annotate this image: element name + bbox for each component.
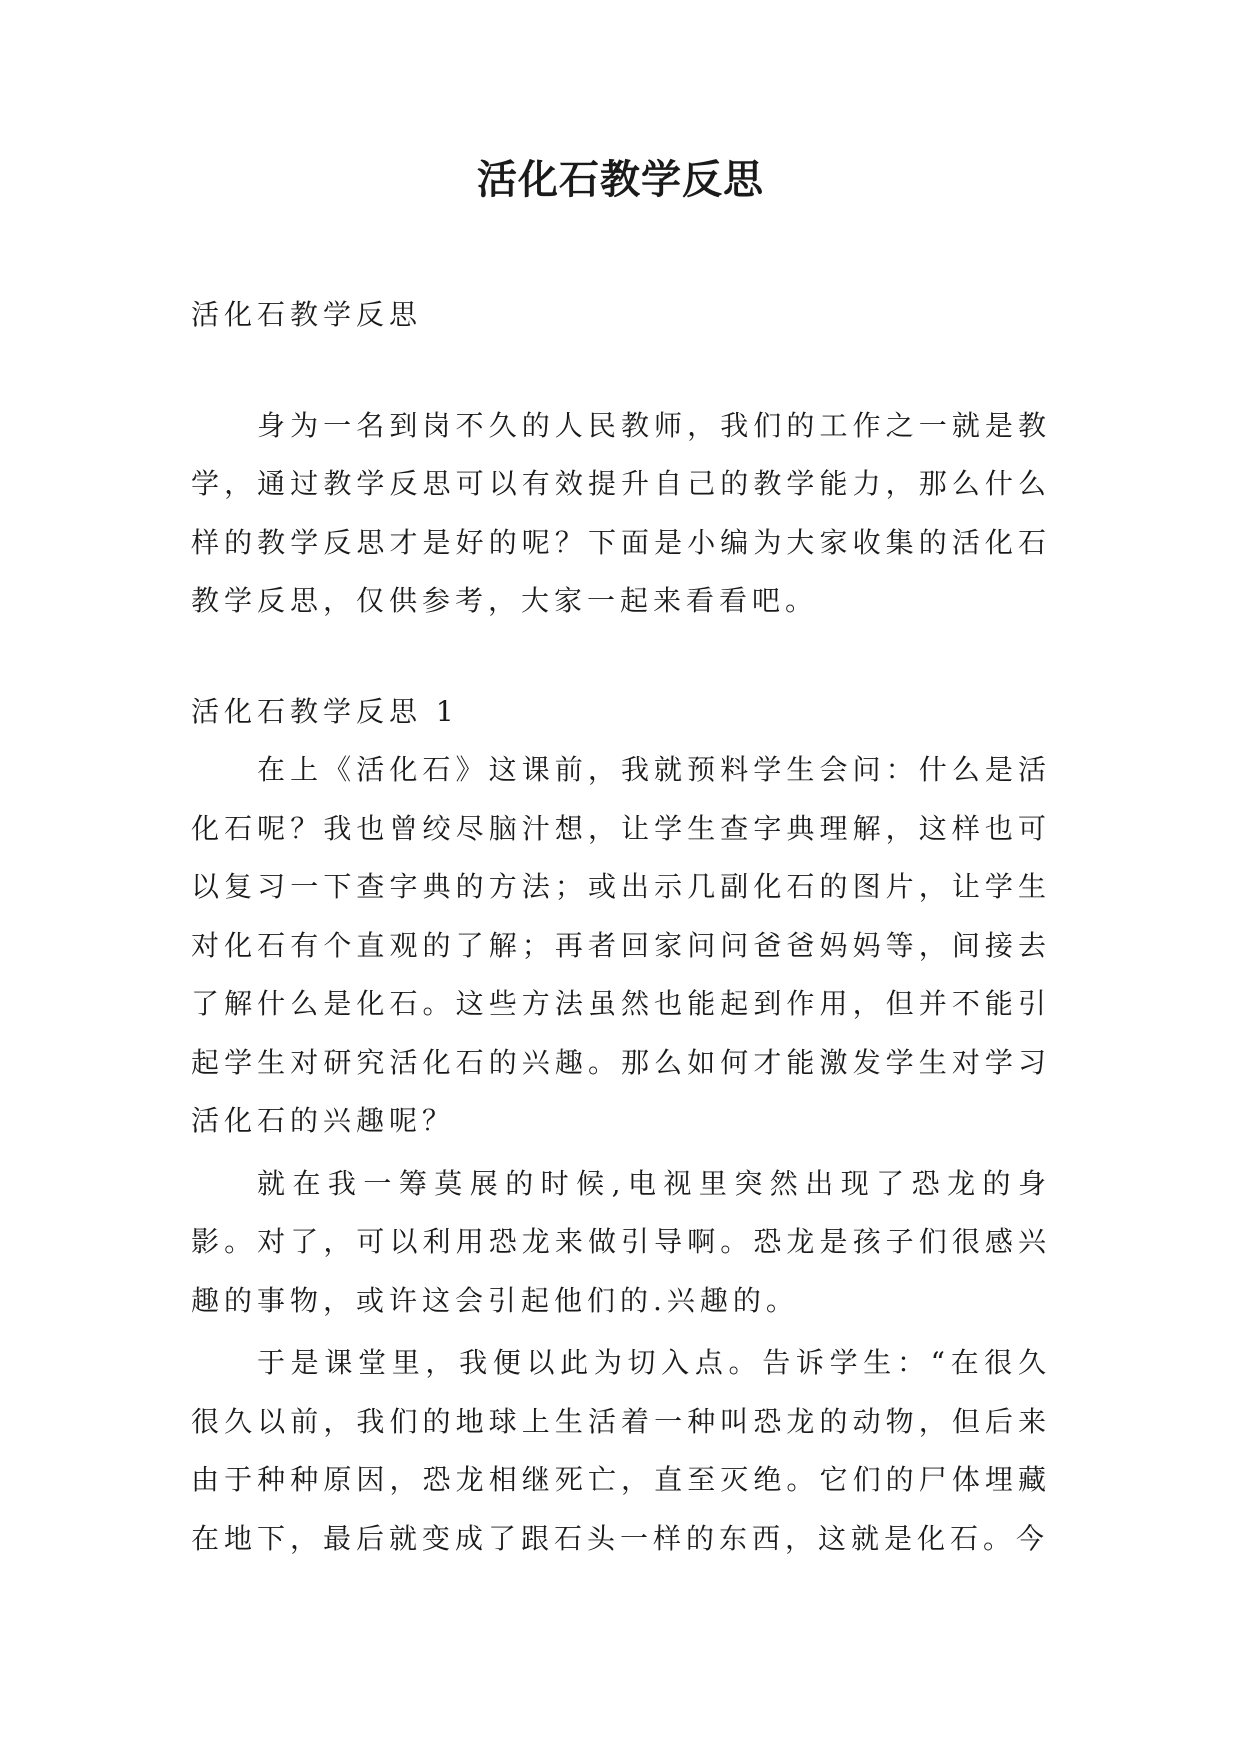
- body-paragraph-2: 就在我一筹莫展的时候,电视里突然出现了恐龙的身影。对了，可以利用恐龙来做引导啊。恐龙是孩子们很感兴趣的事物，或许这会引起他们的.兴趣的。: [191, 1166, 1051, 1317]
- intro-paragraph: 身为一名到岗不久的人民教师，我们的工作之一就是教学，通过教学反思可以有效提升自己的教学能力，那么什么样的教学反思才是好的呢？下面是小编为大家收集的活化石教学反思，仅供参考，大家一起来看看吧。: [191, 408, 1051, 617]
- section-heading: 活化石教学反思 1: [191, 694, 459, 728]
- body-paragraph-1: 在上《活化石》这课前，我就预料学生会问：什么是活化石呢？我也曾绞尽脑汁想，让学生查字典理解，这样也可以复习一下查字典的方法；或出示几副化石的图片，让学生对化石有个直观的了解；再者回家问问爸爸妈妈等，间接去了解什么是化石。这些方法虽然也能起到作用，但并不能引起学生对研究活化石的兴趣。那么如何才能激发学生对学习活化石的兴趣呢？: [191, 753, 1051, 1137]
- document-body: [191, 286, 1051, 1568]
- body-paragraph-3: 于是课堂里，我便以此为切入点。告诉学生：“在很久很久以前，我们的地球上生活着一种叫恐龙的动物，但后来由于种种原因，恐龙相继死亡，直至灭绝。它们的尸体埋藏在地下，最后就变成了跟石头一样的东西，这就是化石。今: [191, 1346, 1051, 1555]
- document-subtitle: 活化石教学反思: [191, 298, 423, 331]
- document-title: 活化石教学反思: [477, 157, 764, 203]
